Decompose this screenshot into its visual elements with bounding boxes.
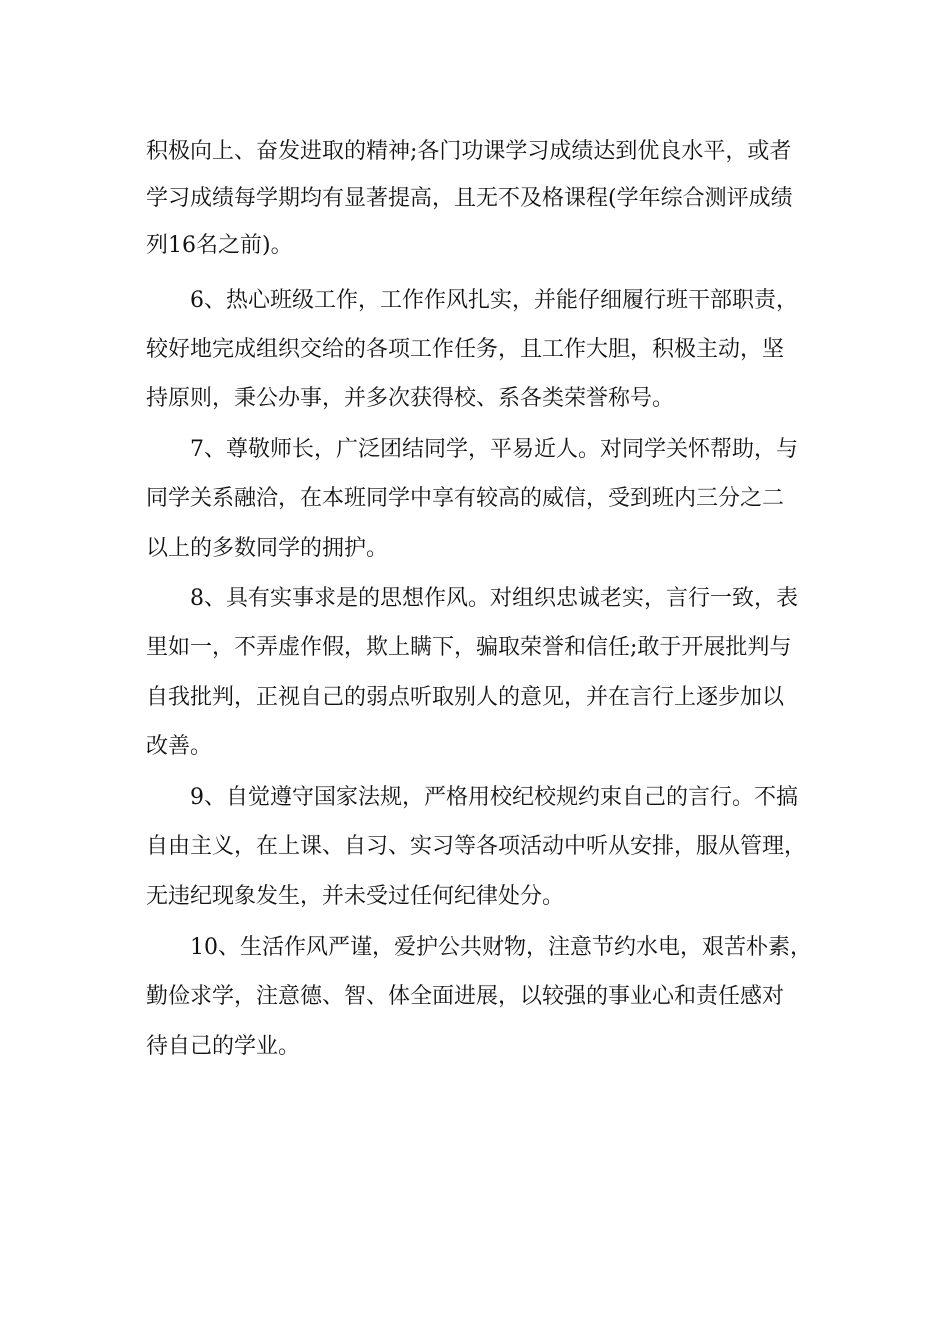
text-line: 8、具有实事求是的思想作风。对组织忠诚老实，言行一致，表 <box>190 586 798 611</box>
text-line: 勤俭求学，注意德、智、体全面进展，以较强的事业心和责任感对 <box>146 984 785 1009</box>
text-line: 以上的多数同学的拥护。 <box>146 536 389 561</box>
text-line: 无违纪现象发生，并未受过任何纪律处分。 <box>146 884 565 909</box>
text-line: 自我批判，正视自己的弱点听取别人的意见，并在言行上逐步加以 <box>146 685 785 710</box>
text-line: 待自己的学业。 <box>146 1034 301 1059</box>
text-line: 学习成绩每学期均有显著提高，且无不及格课程(学年综合测评成绩 <box>146 186 793 211</box>
text-line: 同学关系融洽，在本班同学中享有较高的威信，受到班内三分之二 <box>146 486 785 511</box>
text-line: 6、热心班级工作，工作作风扎实，并能仔细履行班干部职责， <box>190 288 798 313</box>
text-line: 7、尊敬师长，广泛团结同学，平易近人。对同学关怀帮助，与 <box>190 437 798 462</box>
text-line: 改善。 <box>146 734 213 759</box>
text-line: 积极向上、奋发进取的精神;各门功课学习成绩达到优良水平，或者 <box>146 139 792 164</box>
text-line: 里如一，不弄虚作假，欺上瞒下，骗取荣誉和信任;敢于开展批判与 <box>146 635 792 660</box>
text-line: 10、生活作风严谨，爱护公共财物，注意节约水电，艰苦朴素， <box>190 935 812 960</box>
text-line: 9、自觉遵守国家法规，严格用校纪校规约束自己的言行。不搞 <box>190 785 798 810</box>
text-line: 列16名之前)。 <box>146 233 293 258</box>
text-line: 自由主义，在上课、自习、实习等各项活动中听从安排，服从管理， <box>146 834 807 859</box>
text-line: 较好地完成组织交给的各项工作任务，且工作大胆，积极主动，坚 <box>146 337 785 362</box>
text-line: 持原则，秉公办事，并多次获得校、系各类荣誉称号。 <box>146 386 675 411</box>
